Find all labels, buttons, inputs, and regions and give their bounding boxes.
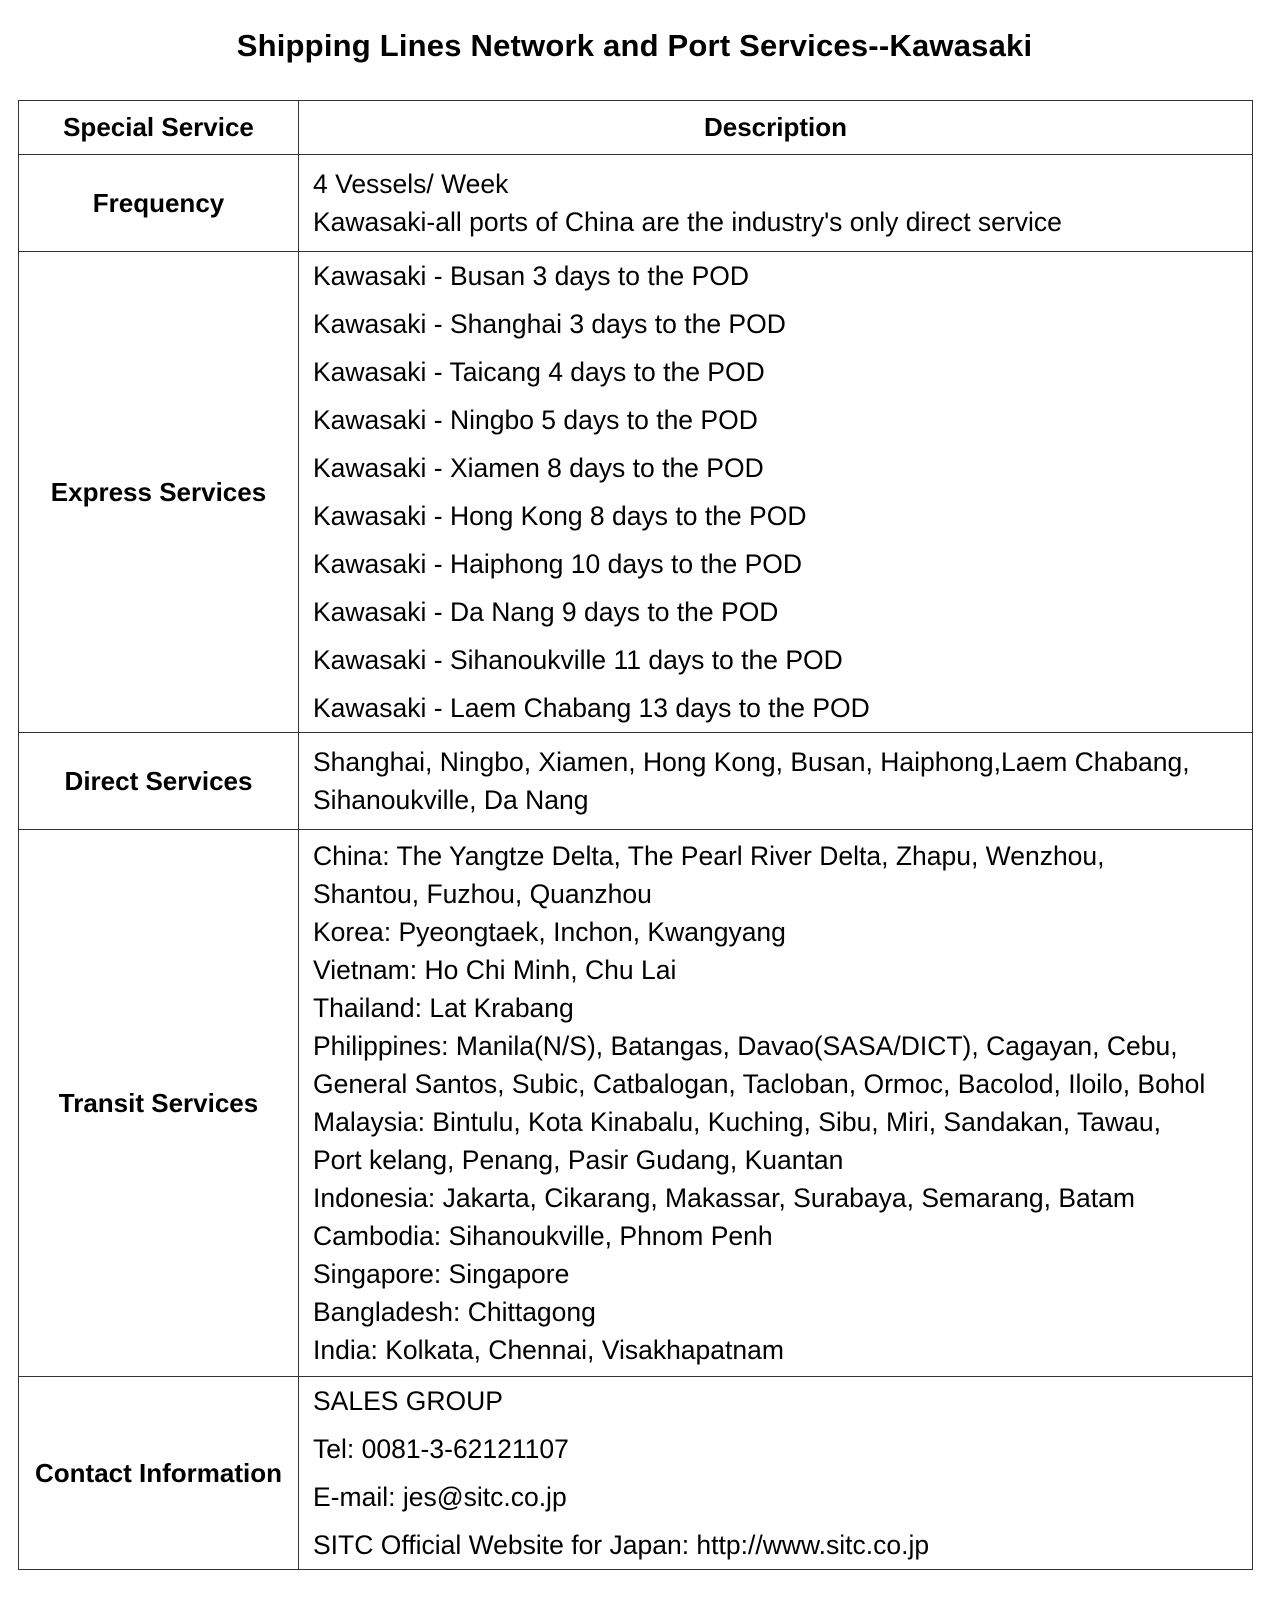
website-line: SITC Official Website for Japan: http://www.sitc.co.jp: [313, 1530, 930, 1560]
email-line: E-mail: jes@sitc.co.jp: [313, 1482, 567, 1512]
row-description: [299, 1377, 1253, 1570]
row-label: Frequency: [19, 155, 299, 252]
row-frequency: [19, 155, 1253, 252]
description-line: Shantou, Fuzhou, Quanzhou: [313, 879, 652, 909]
description-line: Kawasaki - Laem Chabang 13 days to the POD: [313, 693, 870, 723]
row-label: Transit Services: [19, 830, 299, 1377]
description-line: Kawasaki - Sihanoukville 11 days to the POD: [313, 645, 843, 675]
sales-group-line: SALES GROUP: [313, 1386, 503, 1416]
description-line: Malaysia: Bintulu, Kota Kinabalu, Kuching, Sibu, Miri, Sandakan, Tawau,: [313, 1107, 1161, 1137]
description-line: Kawasaki - Ningbo 5 days to the POD: [313, 405, 758, 435]
description-line: Philippines: Manila(N/S), Batangas, Davao(SASA/DICT), Cagayan, Cebu,: [313, 1031, 1178, 1061]
row-contact-information: [19, 1377, 1253, 1570]
services-table: [18, 100, 1253, 1570]
description-line: India: Kolkata, Chennai, Visakhapatnam: [313, 1335, 784, 1365]
description-line: Kawasaki - Taicang 4 days to the POD: [313, 357, 765, 387]
description-line: Kawasaki - Hong Kong 8 days to the POD: [313, 501, 807, 531]
description-line: Kawasaki - Shanghai 3 days to the POD: [313, 309, 786, 339]
description-line: Cambodia: Sihanoukville, Phnom Penh: [313, 1221, 773, 1251]
row-description: [299, 155, 1253, 252]
description-line: Kawasaki - Busan 3 days to the POD: [313, 261, 749, 291]
description-line: Sihanoukville, Da Nang: [313, 785, 589, 815]
row-description: [299, 733, 1253, 830]
description-line: Shanghai, Ningbo, Xiamen, Hong Kong, Busan, Haiphong,Laem Chabang,: [313, 747, 1190, 777]
description-line: Singapore: Singapore: [313, 1259, 570, 1289]
row-transit-services: [19, 830, 1253, 1377]
row-express-services: [19, 252, 1253, 733]
row-label: Contact Information: [19, 1377, 299, 1570]
description-line: Bangladesh: Chittagong: [313, 1297, 596, 1327]
description-line: China: The Yangtze Delta, The Pearl River Delta, Zhapu, Wenzhou,: [313, 841, 1105, 871]
description-line: General Santos, Subic, Catbalogan, Tacloban, Ormoc, Bacolod, Iloilo, Bohol: [313, 1069, 1206, 1099]
description-line: Korea: Pyeongtaek, Inchon, Kwangyang: [313, 917, 786, 947]
description-line: Port kelang, Penang, Pasir Gudang, Kuantan: [313, 1145, 844, 1175]
description-line: Kawasaki - Da Nang 9 days to the POD: [313, 597, 779, 627]
phone-line: Tel: 0081-3-62121107: [313, 1434, 569, 1464]
table-header-row: [19, 101, 1253, 155]
description-line: Thailand: Lat Krabang: [313, 993, 574, 1023]
header-description: Description: [299, 101, 1253, 155]
row-label: Direct Services: [19, 733, 299, 830]
row-description: [299, 252, 1253, 733]
description-line: Kawasaki - Haiphong 10 days to the POD: [313, 549, 803, 579]
description-line: Indonesia: Jakarta, Cikarang, Makassar, Surabaya, Semarang, Batam: [313, 1183, 1135, 1213]
row-description: [299, 830, 1253, 1377]
description-line: 4 Vessels/ Week: [313, 169, 509, 199]
description-line: Kawasaki-all ports of China are the industry's only direct service: [313, 207, 1062, 237]
header-special-service: Special Service: [19, 101, 299, 155]
row-direct-services: [19, 733, 1253, 830]
page-title: Shipping Lines Network and Port Services--Kawasaki: [236, 28, 1033, 63]
description-line: Vietnam: Ho Chi Minh, Chu Lai: [313, 955, 677, 985]
description-line: Kawasaki - Xiamen 8 days to the POD: [313, 453, 764, 483]
row-label: Express Services: [19, 252, 299, 733]
